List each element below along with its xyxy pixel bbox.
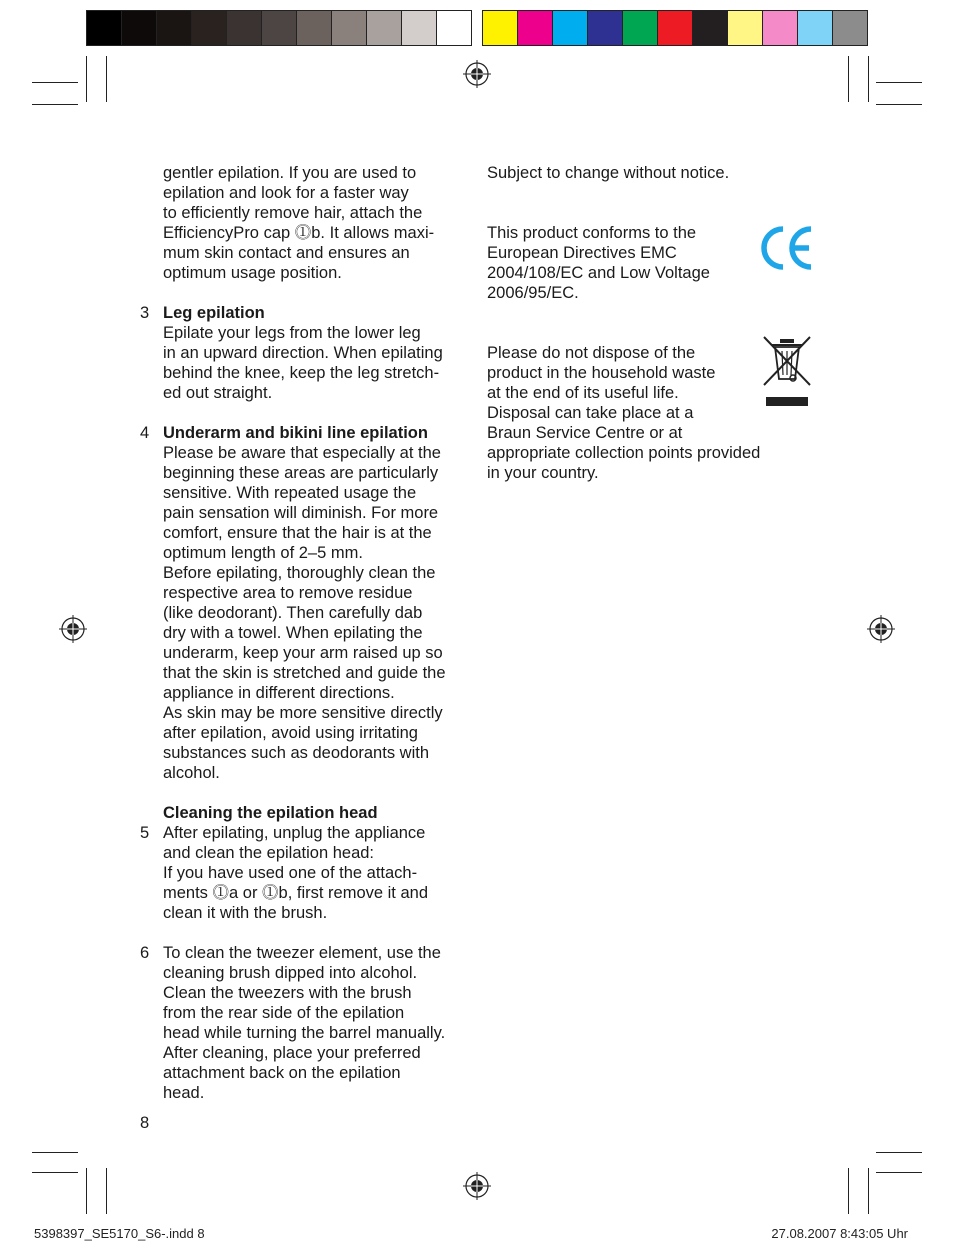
text-line: gentler epilation. If you are used to (163, 164, 417, 182)
crop-mark (876, 1152, 922, 1153)
text-line: after epilation, avoid using irritating (163, 724, 418, 742)
text-line: ed out straight. (163, 384, 273, 402)
text-line: attachment back on the epilation (163, 1064, 401, 1082)
text-line: from the rear side of the epilation (163, 1004, 405, 1022)
text-line: in an upward direction. When epilating (163, 344, 443, 362)
registration-mark-icon (463, 60, 491, 88)
crop-mark (32, 104, 78, 105)
text-line: Before epilating, thoroughly clean the (163, 564, 436, 582)
ce-mark-icon (759, 223, 817, 273)
color-swatch (122, 11, 157, 45)
crossed-bin-icon (762, 335, 814, 409)
crop-mark (876, 82, 922, 83)
text-line: Clean the tweezers with the brush (163, 984, 412, 1002)
text-line: and clean the epilation head: (163, 844, 375, 862)
step-clean-tweezers (140, 943, 480, 1103)
color-swatch (833, 11, 867, 45)
text-line: European Directives EMC (487, 244, 677, 262)
cleaning-heading-row (140, 803, 480, 823)
grayscale-color-bar (86, 10, 472, 46)
step-unplug-clean (140, 823, 480, 923)
left-column (140, 163, 480, 1103)
step-number: 5 (140, 824, 150, 842)
conformity-section (487, 223, 817, 303)
step-leg-epilation (140, 303, 480, 403)
registration-mark-icon (867, 615, 895, 643)
text-line: optimum usage position. (163, 264, 342, 282)
color-swatch (518, 11, 553, 45)
crop-mark (106, 56, 107, 102)
color-swatch (553, 11, 588, 45)
intro-paragraph (140, 163, 480, 283)
text-line: Braun Service Centre or at (487, 424, 683, 442)
text-line: optimum length of 2–5 mm. (163, 544, 363, 562)
text-line: Please do not dispose of the (487, 344, 696, 362)
color-swatch (262, 11, 297, 45)
color-swatch (87, 11, 122, 45)
text-line: Please be aware that especially at the (163, 444, 441, 462)
text-line: beginning these areas are particularly (163, 464, 439, 482)
color-swatch (332, 11, 367, 45)
crop-mark (848, 1168, 849, 1214)
text-line: If you have used one of the attach- (163, 864, 418, 882)
text-line: appropriate collection points provided (487, 444, 761, 462)
text-line: Epilate your legs from the lower leg (163, 324, 421, 342)
section-heading: Cleaning the epilation head (163, 804, 378, 822)
color-swatch (798, 11, 833, 45)
color-swatch (402, 11, 437, 45)
text-line: underarm, keep your arm raised up so (163, 644, 443, 662)
text-line: dry with a towel. When epilating the (163, 624, 423, 642)
step-number: 4 (140, 424, 150, 442)
color-swatch (192, 11, 227, 45)
text-line: 2006/95/EC. (487, 284, 579, 302)
text-line: that the skin is stretched and guide the (163, 664, 446, 682)
text-line: EfficiencyPro cap ⓵b. It allows maxi- (163, 224, 435, 242)
color-swatch (157, 11, 192, 45)
color-swatch (367, 11, 402, 45)
text-line: This product conforms to the (487, 224, 697, 242)
crop-mark (868, 56, 869, 102)
crop-mark (32, 82, 78, 83)
step-number: 3 (140, 304, 150, 322)
text-line: substances such as deodorants with (163, 744, 429, 762)
text-line: alcohol. (163, 764, 220, 782)
text-line: ments ⓵a or ⓵b, first remove it and (163, 884, 429, 902)
text-line: pain sensation will diminish. For more (163, 504, 439, 522)
color-swatch (483, 11, 518, 45)
color-swatch (437, 11, 471, 45)
color-swatch (658, 11, 693, 45)
text-line: head while turning the barrel manually. (163, 1024, 446, 1042)
text-line: sensitive. With repeated usage the (163, 484, 417, 502)
text-line: in your country. (487, 464, 599, 482)
color-swatch (763, 11, 798, 45)
step-title: Leg epilation (163, 304, 265, 322)
text-line: mum skin contact and ensures an (163, 244, 410, 262)
text-line: clean it with the brush. (163, 904, 328, 922)
color-swatch (693, 11, 728, 45)
file-slug: 5398397_SE5170_S6-.indd 8 (34, 1226, 205, 1241)
text-line: As skin may be more sensitive directly (163, 704, 443, 722)
text-line: respective area to remove residue (163, 584, 413, 602)
text-line: After epilating, unplug the appliance (163, 824, 426, 842)
text-line: epilation and look for a faster way (163, 184, 409, 202)
step-number: 6 (140, 944, 150, 962)
color-swatch (728, 11, 763, 45)
color-swatch (588, 11, 623, 45)
page-number: 8 (140, 1114, 150, 1132)
crop-mark (86, 56, 87, 102)
crop-mark (106, 1168, 107, 1214)
crop-mark (32, 1152, 78, 1153)
text-line: cleaning brush dipped into alcohol. (163, 964, 418, 982)
text-line: behind the knee, keep the leg stretch- (163, 364, 440, 382)
step-title: Underarm and bikini line epilation (163, 424, 428, 442)
color-swatch (297, 11, 332, 45)
disposal-section (487, 343, 817, 483)
color-swatch (227, 11, 262, 45)
text-line: 2004/108/EC and Low Voltage (487, 264, 710, 282)
text-line: Disposal can take place at a (487, 404, 694, 422)
text-line: at the end of its useful life. (487, 384, 679, 402)
color-swatch (623, 11, 658, 45)
right-column (487, 163, 817, 483)
crop-mark (876, 104, 922, 105)
text-line: After cleaning, place your preferred (163, 1044, 421, 1062)
text-line: to efficiently remove hair, attach the (163, 204, 423, 222)
text-line: comfort, ensure that the hair is at the (163, 524, 432, 542)
crop-mark (86, 1168, 87, 1214)
text-line: (like deodorant). Then carefully dab (163, 604, 423, 622)
registration-mark-icon (463, 1172, 491, 1200)
crop-mark (876, 1172, 922, 1173)
registration-mark-icon (59, 615, 87, 643)
text-line: To clean the tweezer element, use the (163, 944, 441, 962)
timestamp-slug: 27.08.2007 8:43:05 Uhr (771, 1226, 908, 1241)
step-underarm-bikini (140, 423, 480, 783)
text-line: appliance in different directions. (163, 684, 395, 702)
process-color-bar (482, 10, 868, 46)
text-line: head. (163, 1084, 205, 1102)
crop-mark (868, 1168, 869, 1214)
crop-mark (32, 1172, 78, 1173)
text-line: product in the household waste (487, 364, 716, 382)
crop-mark (848, 56, 849, 102)
change-notice: Subject to change without notice. (487, 164, 730, 182)
